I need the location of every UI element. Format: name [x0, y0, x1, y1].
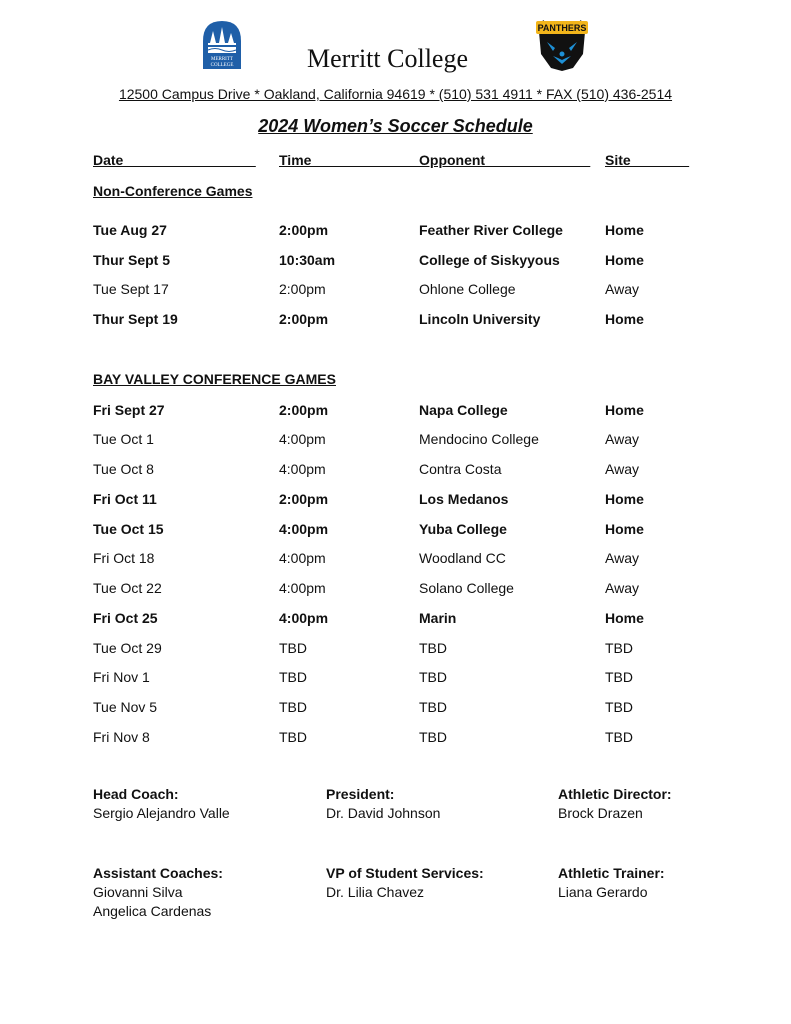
game-site: Away [605, 550, 639, 566]
game-date: Thur Sept 5 [93, 252, 171, 268]
assistant-coach-name: Angelica Cardenas [93, 903, 212, 919]
game-row [0, 402, 791, 422]
game-time: 4:00pm [279, 431, 326, 447]
game-time: 4:00pm [279, 580, 326, 596]
column-header-time: Time______________ [279, 152, 421, 168]
game-time: 4:00pm [279, 610, 329, 626]
game-time: 2:00pm [279, 402, 329, 418]
game-opponent: TBD [419, 699, 447, 715]
game-date: Tue Oct 8 [93, 461, 154, 477]
vp-student-services-name: Dr. Lilia Chavez [326, 884, 425, 900]
game-date: Tue Oct 1 [93, 431, 154, 447]
game-time: TBD [279, 729, 307, 745]
game-row [0, 311, 791, 331]
game-site: Home [605, 521, 644, 537]
game-time: 4:00pm [279, 521, 329, 537]
vp-student-services-title: VP of Student Services: [326, 865, 484, 881]
game-site: Home [605, 311, 644, 327]
game-row [0, 461, 791, 481]
athletic-director-name: Brock Drazen [558, 805, 643, 821]
game-date: Fri Nov 1 [93, 669, 150, 685]
game-row [0, 729, 791, 749]
president-title: President: [326, 786, 395, 802]
game-row [0, 550, 791, 570]
game-time: 4:00pm [279, 461, 326, 477]
game-site: Away [605, 580, 639, 596]
game-site: Away [605, 431, 639, 447]
game-site: Away [605, 281, 639, 297]
college-address: 12500 Campus Drive * Oakland, California 94619 * (510) 531 4911 * FAX (510) 436-2514 [118, 86, 673, 102]
athletic-trainer-title: Athletic Trainer: [558, 865, 665, 881]
game-site: TBD [605, 640, 633, 656]
column-header-site: Site _______ [605, 152, 690, 168]
game-time: TBD [279, 640, 307, 656]
game-time: TBD [279, 669, 307, 685]
game-row [0, 580, 791, 600]
game-row [0, 222, 791, 242]
game-date: Fri Oct 18 [93, 550, 155, 566]
game-row [0, 491, 791, 511]
logo-text-merritt: MERRITT [211, 57, 233, 62]
column-header-date: Date_________________ [93, 152, 256, 168]
game-date: Fri Oct 11 [93, 491, 157, 507]
game-site: Home [605, 252, 644, 268]
game-time: 2:00pm [279, 491, 329, 507]
logo-text-panthers: PANTHERS [537, 23, 587, 33]
game-date: Fri Nov 8 [93, 729, 150, 745]
game-date: Thur Sept 19 [93, 311, 178, 327]
head-coach-title: Head Coach: [93, 786, 179, 802]
game-time: 2:00pm [279, 311, 329, 327]
game-site: Home [605, 222, 644, 238]
game-date: Tue Sept 17 [93, 281, 169, 297]
game-row [0, 640, 791, 660]
assistant-coach-name: Giovanni Silva [93, 884, 183, 900]
game-opponent: Feather River College [419, 222, 563, 238]
game-site: TBD [605, 699, 633, 715]
game-date: Tue Oct 22 [93, 580, 162, 596]
college-name: Merritt College [306, 44, 468, 73]
game-opponent: Marin [419, 610, 457, 626]
game-opponent: College of Siskyyous [419, 252, 560, 268]
head-coach-name: Sergio Alejandro Valle [93, 805, 230, 821]
game-date: Fri Oct 25 [93, 610, 158, 626]
schedule-title: 2024 Women’s Soccer Schedule [258, 116, 533, 136]
athletic-trainer-name: Liana Gerardo [558, 884, 648, 900]
game-opponent: Los Medanos [419, 491, 509, 507]
game-date: Tue Aug 27 [93, 222, 167, 238]
game-opponent: TBD [419, 729, 447, 745]
game-time: TBD [279, 699, 307, 715]
game-opponent: Mendocino College [419, 431, 539, 447]
section-heading-non-conference: Non-Conference Games [93, 183, 253, 199]
game-opponent: Solano College [419, 580, 514, 596]
game-row [0, 252, 791, 272]
game-opponent: Yuba College [419, 521, 507, 537]
game-opponent: TBD [419, 669, 447, 685]
game-site: Away [605, 461, 639, 477]
game-row [0, 699, 791, 719]
assistant-coaches-title: Assistant Coaches: [93, 865, 223, 881]
game-opponent: Ohlone College [419, 281, 516, 297]
game-row [0, 610, 791, 630]
game-opponent: Contra Costa [419, 461, 502, 477]
game-row [0, 281, 791, 301]
game-site: Home [605, 402, 644, 418]
game-opponent: TBD [419, 640, 447, 656]
game-opponent: Lincoln University [419, 311, 541, 327]
game-site: TBD [605, 669, 633, 685]
game-row [0, 431, 791, 451]
column-header-opponent: Opponent _____________ [419, 152, 591, 168]
president-name: Dr. David Johnson [326, 805, 441, 821]
game-time: 2:00pm [279, 222, 329, 238]
game-date: Tue Nov 5 [93, 699, 158, 715]
game-site: Home [605, 491, 644, 507]
game-opponent: Woodland CC [419, 550, 506, 566]
game-row [0, 669, 791, 689]
game-row [0, 521, 791, 541]
game-site: TBD [605, 729, 633, 745]
athletic-director-title: Athletic Director: [558, 786, 672, 802]
game-time: 10:30am [279, 252, 336, 268]
game-opponent: Napa College [419, 402, 508, 418]
game-date: Tue Oct 29 [93, 640, 162, 656]
section-heading-conference: BAY VALLEY CONFERENCE GAMES [93, 371, 336, 387]
game-site: Home [605, 610, 644, 626]
game-time: 4:00pm [279, 550, 326, 566]
game-time: 2:00pm [279, 281, 326, 297]
logo-text-college: COLLEGE [210, 63, 234, 68]
game-date: Fri Sept 27 [93, 402, 165, 418]
game-date: Tue Oct 15 [93, 521, 164, 537]
